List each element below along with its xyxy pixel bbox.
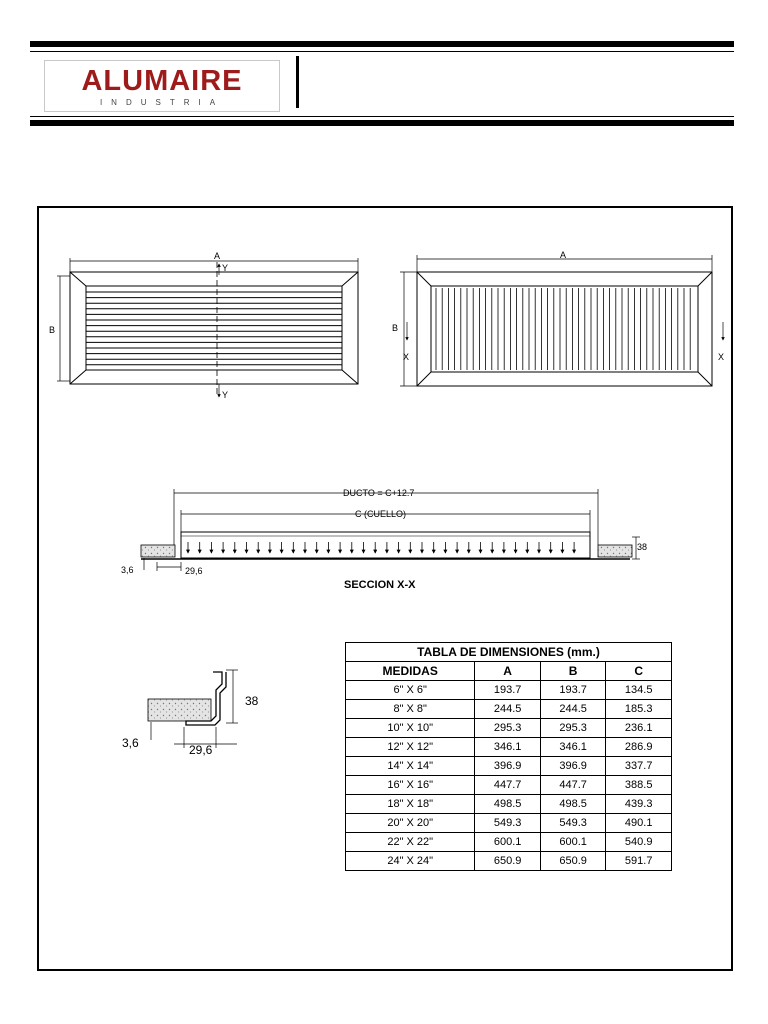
- table-cell: 286.9: [606, 738, 672, 757]
- table-cell: 236.1: [606, 719, 672, 738]
- table-cell: 10" X 10": [346, 719, 475, 738]
- front-axis-y-top-label: Y: [222, 263, 229, 273]
- flange-detail: [148, 670, 238, 748]
- table-cell: 193.7: [540, 681, 606, 700]
- side-dim-a-label: A: [560, 250, 567, 260]
- table-cell: 193.7: [475, 681, 541, 700]
- table-cell: 24" X 24": [346, 852, 475, 871]
- table-cell: 600.1: [475, 833, 541, 852]
- table-cell: 16" X 16": [346, 776, 475, 795]
- table-cell: 498.5: [475, 795, 541, 814]
- section-view: [141, 489, 640, 571]
- table-cell: 549.3: [540, 814, 606, 833]
- section-dim-296-label: 29,6: [185, 566, 203, 576]
- table-cell: 396.9: [475, 757, 541, 776]
- table-row: [346, 757, 672, 776]
- table-cell: 396.9: [540, 757, 606, 776]
- table-row: [346, 681, 672, 700]
- table-cell: 591.7: [606, 852, 672, 871]
- table-cell: 650.9: [475, 852, 541, 871]
- table-row: [346, 776, 672, 795]
- front-dim-b-label: B: [49, 325, 56, 335]
- detail-dim-296-label: 29,6: [189, 743, 213, 757]
- table-cell: 447.7: [540, 776, 606, 795]
- table-cell: 295.3: [475, 719, 541, 738]
- table-row: [346, 738, 672, 757]
- table-header-a: A: [475, 662, 541, 681]
- section-dim-36-label: 3,6: [121, 565, 134, 575]
- section-dim-38-label: 38: [637, 542, 648, 552]
- table-cell: 295.3: [540, 719, 606, 738]
- table-row: [346, 719, 672, 738]
- table-cell: 346.1: [475, 738, 541, 757]
- front-dim-a-label: A: [214, 251, 221, 261]
- table-header-c: C: [606, 662, 672, 681]
- table-header-b: B: [540, 662, 606, 681]
- brand-logo-wordmark: ALUMAIRE: [81, 65, 243, 97]
- table-cell: 12" X 12": [346, 738, 475, 757]
- table-cell: 18" X 18": [346, 795, 475, 814]
- side-section-x-left-label: X: [403, 352, 410, 362]
- table-caption: TABLA DE DIMENSIONES (mm.): [346, 643, 672, 662]
- side-view: [400, 255, 723, 386]
- table-cell: 447.7: [475, 776, 541, 795]
- table-cell: 498.5: [540, 795, 606, 814]
- side-dim-b-label: B: [392, 323, 399, 333]
- section-cuello-label: C (CUELLO): [355, 509, 407, 519]
- table-cell: 549.3: [475, 814, 541, 833]
- table-cell: 439.3: [606, 795, 672, 814]
- table-cell: 134.5: [606, 681, 672, 700]
- table-row: [346, 795, 672, 814]
- table-row: [346, 833, 672, 852]
- table-header-medidas: MEDIDAS: [346, 662, 475, 681]
- table-cell: 346.1: [540, 738, 606, 757]
- table-cell: 22" X 22": [346, 833, 475, 852]
- side-section-x-right-label: X: [718, 352, 725, 362]
- table-cell: 6" X 6": [346, 681, 475, 700]
- table-cell: 8" X 8": [346, 700, 475, 719]
- table-cell: 540.9: [606, 833, 672, 852]
- table-cell: 388.5: [606, 776, 672, 795]
- table-cell: 14" X 14": [346, 757, 475, 776]
- front-view: [57, 258, 358, 397]
- table-cell: 600.1: [540, 833, 606, 852]
- table-cell: 244.5: [475, 700, 541, 719]
- table-cell: 20" X 20": [346, 814, 475, 833]
- detail-dim-38-label: 38: [245, 694, 259, 708]
- table-cell: 490.1: [606, 814, 672, 833]
- table-cell: 650.9: [540, 852, 606, 871]
- detail-dim-36-label: 3,6: [122, 736, 139, 750]
- table-row: [346, 814, 672, 833]
- dimensions-table: [345, 642, 672, 871]
- table-row: [346, 700, 672, 719]
- table-row: [346, 852, 672, 871]
- table-cell: 337.7: [606, 757, 672, 776]
- table-cell: 185.3: [606, 700, 672, 719]
- section-ducto-label: DUCTO = C+12.7: [343, 488, 415, 498]
- table-cell: 244.5: [540, 700, 606, 719]
- section-title: SECCION X-X: [344, 579, 416, 591]
- front-axis-y-bottom-label: Y: [222, 390, 229, 400]
- brand-logo-subtitle: INDUSTRIA: [99, 98, 225, 107]
